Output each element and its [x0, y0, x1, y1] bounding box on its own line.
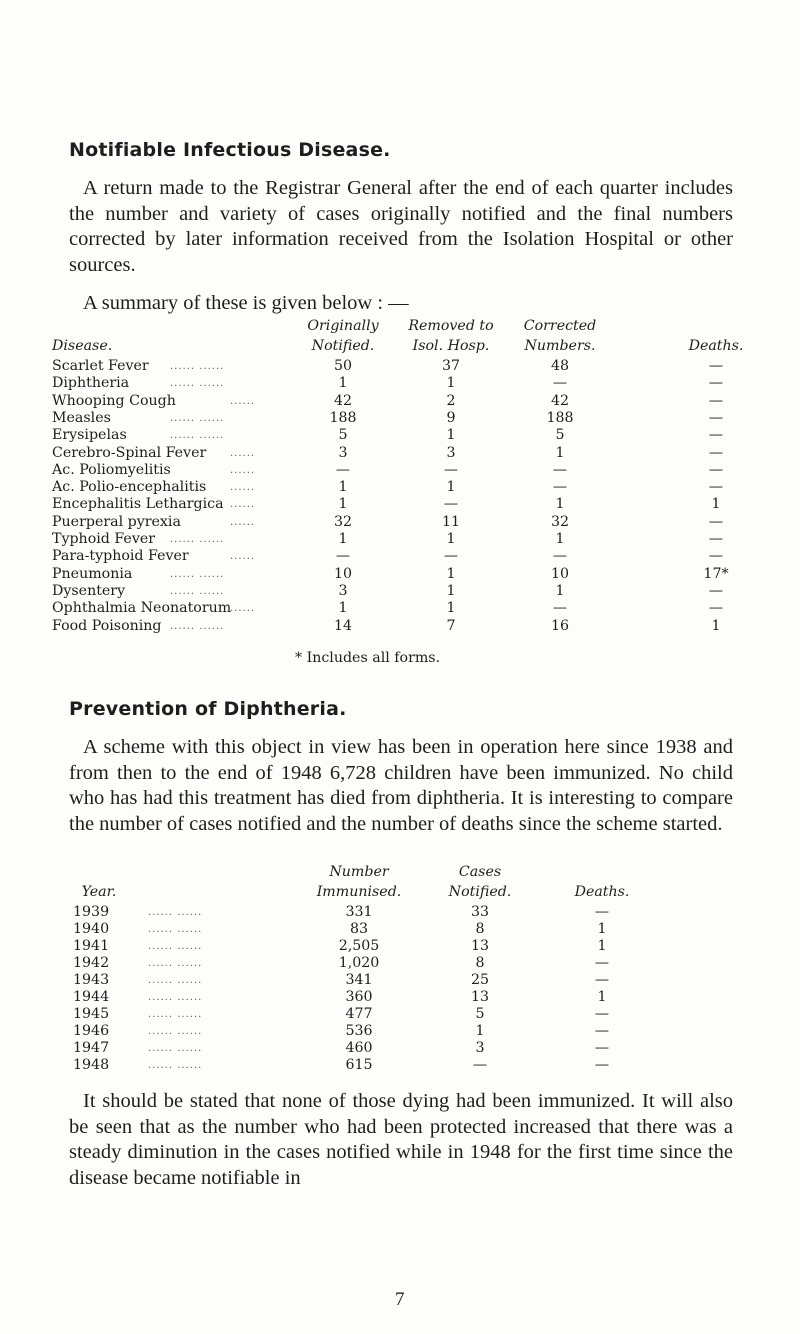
- deaths-value: 17*: [703, 565, 729, 582]
- dot-leader: ...... ......: [148, 975, 203, 986]
- notified-value: 42: [333, 392, 353, 409]
- disease-name: Puerperal pyrexia: [52, 513, 181, 530]
- dot-leader: ......: [230, 395, 256, 407]
- removed-value: 1: [446, 479, 456, 496]
- prevention-paragraph: A scheme with this object in view has been in operation here since 1938 and from then to the end of 1948 6,728 children have been immunized. No child who has had this treatment has died from diphtheria. It is interesting to compare the number of cases notified and the number of deaths since the scheme started.: [69, 736, 733, 835]
- dot-leader: ...... ......: [170, 361, 225, 372]
- table-row: [52, 972, 772, 989]
- section-heading-notifiable: Notifiable Infectious Disease.: [69, 139, 391, 161]
- table-row: [52, 618, 772, 635]
- table-row: [52, 1023, 772, 1040]
- notified-value: 5: [338, 427, 348, 444]
- notified-value: 8: [475, 921, 485, 937]
- year-value: 1945: [73, 1006, 110, 1022]
- removed-value: 3: [446, 444, 456, 461]
- table-row: [52, 410, 772, 427]
- dot-leader: ......: [230, 464, 256, 476]
- notified-value: 1: [338, 479, 348, 496]
- notified-value: —: [335, 461, 351, 478]
- table-row: [52, 1006, 772, 1023]
- year-value: 1947: [73, 1040, 110, 1056]
- intro-paragraph: A return made to the Registrar General after the end of each quarter includes the number and variety of cases originally notified and the final numbers corrected by later information received from the Isolation Hospital or other sources.: [69, 177, 733, 276]
- disease-name: Encephalitis Lethargica: [52, 496, 224, 513]
- dot-leader: ......: [230, 603, 256, 615]
- year-value: 1941: [73, 938, 110, 954]
- removed-value: —: [443, 461, 459, 478]
- dot-leader: ......: [230, 447, 256, 459]
- header-cases: Cases: [458, 864, 502, 880]
- deaths-value: —: [708, 427, 724, 444]
- table-row: [52, 955, 772, 972]
- notified-value: 3: [338, 444, 348, 461]
- notified-value: 3: [338, 582, 348, 599]
- page-number: 7: [395, 1289, 405, 1310]
- header-deaths: Deaths.: [688, 338, 744, 354]
- table-row: [52, 1040, 772, 1057]
- removed-value: 9: [446, 409, 456, 426]
- dot-leader: ...... ......: [148, 941, 203, 952]
- table-row: [52, 583, 772, 600]
- notified-value: 3: [475, 1040, 485, 1056]
- header-immunised: Immunised.: [316, 884, 402, 900]
- deaths-value: —: [708, 358, 724, 374]
- deaths-value: —: [708, 600, 724, 617]
- removed-value: 11: [441, 513, 461, 530]
- deaths-value: —: [594, 1057, 610, 1073]
- table-row: [52, 496, 772, 513]
- corrected-value: 1: [555, 531, 565, 547]
- immunised-value: 477: [345, 1006, 373, 1022]
- corrected-value: 32: [550, 513, 570, 530]
- table-row: [52, 1057, 772, 1074]
- summary-line: A summary of these is given below : —: [83, 292, 409, 314]
- disease-name: Diphtheria: [52, 375, 130, 392]
- notified-value: 25: [470, 972, 490, 988]
- dot-leader: ...... ......: [170, 568, 225, 580]
- immunised-value: 341: [345, 972, 373, 988]
- header-corrected: Corrected: [523, 318, 597, 334]
- notified-value: 32: [333, 513, 353, 530]
- table-row: [52, 479, 772, 496]
- header-removed-to: Removed to: [408, 318, 494, 334]
- notified-value: 1: [338, 531, 348, 547]
- dot-leader: ...... ......: [170, 412, 225, 424]
- deaths-value: —: [708, 375, 724, 392]
- dot-leader: ...... ......: [148, 1043, 203, 1054]
- corrected-value: 16: [550, 617, 570, 634]
- notified-value: 50: [333, 358, 353, 374]
- deaths-value: —: [708, 582, 724, 599]
- notified-value: —: [335, 548, 351, 565]
- notified-value: 14: [333, 617, 353, 634]
- header-imm-deaths: Deaths.: [574, 884, 630, 900]
- notified-value: 13: [470, 938, 490, 954]
- dot-leader: ......: [230, 516, 256, 528]
- notified-value: 33: [470, 904, 490, 920]
- disease-name: Cerebro-Spinal Fever: [52, 444, 207, 461]
- disease-table: [52, 318, 772, 698]
- corrected-value: 188: [546, 409, 574, 426]
- deaths-value: 1: [597, 989, 607, 1005]
- corrected-value: —: [552, 600, 568, 617]
- table-row: [52, 393, 772, 410]
- immunised-value: 2,505: [338, 938, 380, 954]
- disease-name: Ac. Poliomyelitis: [52, 461, 171, 478]
- closing-paragraph: It should be stated that none of those dying had been immunized. It will also be seen that as the number who had been protected increased that there was a steady diminution in the cases notified while in 1948 for the first time since the disease became notifiable in: [69, 1090, 733, 1189]
- table-row: [52, 531, 772, 548]
- immunised-value: 460: [345, 1040, 373, 1056]
- removed-value: 37: [441, 358, 461, 374]
- header-number: Number: [329, 864, 389, 880]
- corrected-value: —: [552, 461, 568, 478]
- table-row: [52, 566, 772, 583]
- immunised-value: 536: [345, 1023, 373, 1039]
- table-row: [52, 938, 772, 955]
- deaths-value: —: [708, 513, 724, 530]
- notified-value: 13: [470, 989, 490, 1005]
- corrected-value: —: [552, 548, 568, 565]
- header-year: Year.: [81, 884, 117, 900]
- disease-name: Erysipelas: [52, 427, 127, 444]
- deaths-value: —: [708, 409, 724, 426]
- deaths-value: 1: [597, 938, 607, 954]
- disease-name: Ophthalmia Neonatorum: [52, 600, 232, 617]
- year-value: 1946: [73, 1023, 110, 1039]
- immunised-value: 1,020: [338, 955, 380, 971]
- dot-leader: ......: [230, 482, 256, 494]
- removed-value: 1: [446, 427, 456, 444]
- header-numbers: Numbers.: [524, 338, 596, 354]
- notified-value: 1: [338, 375, 348, 392]
- header-disease: Disease.: [52, 338, 113, 354]
- header-notified: Notified.: [311, 338, 375, 354]
- dot-leader: ...... ......: [148, 907, 203, 918]
- deaths-value: —: [708, 444, 724, 461]
- year-value: 1942: [73, 955, 110, 971]
- immunised-value: 83: [349, 921, 369, 937]
- deaths-value: —: [708, 531, 724, 547]
- deaths-value: —: [594, 972, 610, 988]
- table-row: [52, 921, 772, 938]
- header-isol-hosp: Isol. Hosp.: [412, 338, 490, 354]
- removed-value: 1: [446, 565, 456, 582]
- table-row: [52, 375, 772, 392]
- corrected-value: —: [552, 479, 568, 496]
- section-heading-prevention: Prevention of Diphtheria.: [69, 698, 347, 720]
- deaths-value: 1: [711, 496, 721, 513]
- corrected-value: 42: [550, 392, 570, 409]
- dot-leader: ...... ......: [170, 585, 225, 597]
- table-row: [52, 514, 772, 531]
- corrected-value: 1: [555, 444, 565, 461]
- dot-leader: ...... ......: [170, 534, 225, 545]
- disease-name: Para-typhoid Fever: [52, 548, 189, 565]
- deaths-value: —: [708, 479, 724, 496]
- dot-leader: ......: [230, 551, 256, 563]
- removed-value: 1: [446, 600, 456, 617]
- dot-leader: ...... ......: [148, 958, 203, 969]
- header-cases-notified: Notified.: [448, 884, 512, 900]
- immunisation-table: [52, 864, 772, 1089]
- table-row: [52, 462, 772, 479]
- table-row: [52, 445, 772, 462]
- notified-value: 10: [333, 565, 353, 582]
- footnote: * Includes all forms.: [295, 650, 441, 666]
- dot-leader: ...... ......: [148, 924, 203, 935]
- notified-value: —: [472, 1057, 488, 1073]
- deaths-value: 1: [597, 921, 607, 937]
- corrected-value: 1: [555, 496, 565, 513]
- year-value: 1944: [73, 989, 110, 1005]
- dot-leader: ...... ......: [148, 1026, 203, 1037]
- disease-name: Measles: [52, 409, 111, 426]
- table-row: [52, 904, 772, 921]
- dot-leader: ...... ......: [148, 992, 203, 1003]
- deaths-value: —: [708, 461, 724, 478]
- dot-leader: ...... ......: [170, 430, 225, 442]
- removed-value: 2: [446, 392, 456, 409]
- deaths-value: —: [708, 548, 724, 565]
- immunised-value: 615: [345, 1057, 373, 1073]
- notified-value: 5: [475, 1006, 485, 1022]
- deaths-value: —: [594, 904, 610, 920]
- deaths-value: —: [594, 1040, 610, 1056]
- year-value: 1948: [73, 1057, 110, 1073]
- corrected-value: 1: [555, 582, 565, 599]
- notified-value: 1: [475, 1023, 485, 1039]
- header-originally: Originally: [307, 318, 379, 334]
- removed-value: 1: [446, 375, 456, 392]
- corrected-value: —: [552, 375, 568, 392]
- disease-name: Food Poisoning: [52, 617, 162, 634]
- dot-leader: ...... ......: [148, 1009, 203, 1020]
- table-row: [52, 548, 772, 565]
- disease-name: Typhoid Fever: [52, 531, 156, 547]
- disease-name: Pneumonia: [52, 565, 133, 582]
- table-row: [52, 600, 772, 617]
- table-row: [52, 989, 772, 1006]
- dot-leader: ...... ......: [170, 620, 225, 632]
- deaths-value: —: [594, 1023, 610, 1039]
- notified-value: 1: [338, 600, 348, 617]
- removed-value: —: [443, 496, 459, 513]
- dot-leader: ......: [230, 499, 256, 511]
- immunised-value: 360: [345, 989, 373, 1005]
- deaths-value: —: [708, 392, 724, 409]
- year-value: 1943: [73, 972, 110, 988]
- removed-value: 1: [446, 582, 456, 599]
- immunised-value: 331: [345, 904, 373, 920]
- notified-value: 188: [329, 409, 357, 426]
- deaths-value: —: [594, 955, 610, 971]
- removed-value: —: [443, 548, 459, 565]
- disease-name: Dysentery: [52, 582, 126, 599]
- year-value: 1939: [73, 904, 110, 920]
- deaths-value: —: [594, 1006, 610, 1022]
- corrected-value: 48: [550, 358, 570, 374]
- corrected-value: 5: [555, 427, 565, 444]
- corrected-value: 10: [550, 565, 570, 582]
- removed-value: 1: [446, 531, 456, 547]
- disease-name: Ac. Polio-encephalitis: [52, 479, 207, 496]
- removed-value: 7: [446, 617, 456, 634]
- table-row: [52, 358, 772, 375]
- notified-value: 8: [475, 955, 485, 971]
- table-row: [52, 427, 772, 444]
- deaths-value: 1: [711, 617, 721, 634]
- disease-name: Scarlet Fever: [52, 358, 149, 374]
- dot-leader: ...... ......: [170, 378, 225, 390]
- disease-name: Whooping Cough: [52, 392, 176, 409]
- notified-value: 1: [338, 496, 348, 513]
- year-value: 1940: [73, 921, 110, 937]
- dot-leader: ...... ......: [148, 1060, 203, 1071]
